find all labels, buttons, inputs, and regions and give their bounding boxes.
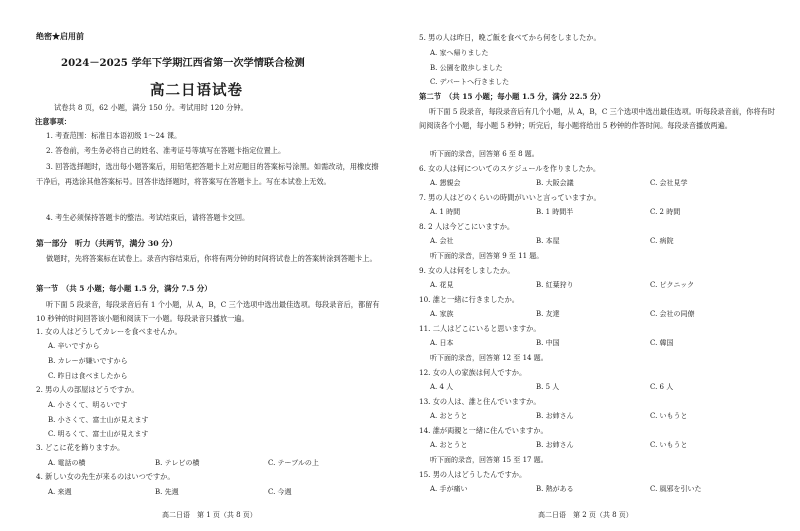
option-c: C. 病院 (650, 237, 674, 245)
notes-heading: 注意事项： (35, 117, 71, 126)
option-c: C. 昨日は食べましたから (48, 372, 128, 380)
option-a: A. 花見 (430, 281, 454, 289)
option-a: A. おとうと (430, 412, 468, 420)
note-item: 4. 考生必须保持答题卡的整洁。考试结束后，请将答题卡交回。 (46, 213, 250, 222)
page-footer: 高二日语 第 1 页（共 8 页） (162, 511, 257, 519)
section1-description: 听下面 5 段录音，每段录音后有 1 个小题，从 A，B，C 三个选项中选出最佳选项。每段录音后，都留有 10 秒钟的时间回答该小题和阅读下一小题。每段录音只播放一遍。 (36, 300, 380, 323)
option-c: C. 会社見学 (650, 179, 688, 187)
question-14: 14. 誰が両親と一緒に住んでいますか。 (419, 426, 548, 435)
option-a: A. 手が痛い (430, 485, 468, 493)
option-a: A. 懇親会 (430, 179, 461, 187)
part1-description: 做题时，先将答案标在试卷上。录音内容结束后，你将有两分钟的时间将试卷上的答案转涂到答题卡上。 (46, 254, 377, 263)
question-2: 2. 男の人の部屋はどうですか。 (36, 385, 139, 394)
question-9: 9. 女の人は何をしましたか。 (419, 266, 515, 275)
option-b: B. テレビの横 (155, 459, 200, 467)
option-c: C. 明るくて、富士山が見えます (48, 430, 149, 438)
recording-instruction: 听下面的录音，回答第 15 至 17 题。 (430, 456, 548, 464)
option-a: A. おとうと (430, 441, 468, 449)
question-11: 11. 二人はどこにいると思いますか。 (419, 324, 541, 333)
question-8: 8. 2 人は今どこにいますか。 (419, 222, 515, 231)
option-c: C. デパートへ行きました (430, 78, 510, 86)
option-a: A. 辛いですから (48, 342, 100, 350)
option-c: C. 韓国 (650, 339, 674, 347)
option-b: B. 熱がある (536, 485, 574, 493)
secret-mark: 绝密★启用前 (36, 31, 84, 41)
option-c: C. ピクニック (650, 281, 695, 289)
option-a: A. 家へ帰りました (430, 49, 489, 57)
option-a: A. 電話の横 (48, 459, 86, 467)
recording-instruction: 听下面的录音，回答第 6 至 8 题。 (430, 150, 539, 158)
subject-title: 高二日语试卷 (150, 82, 243, 99)
option-b: B. 友達 (536, 310, 560, 318)
section2-heading: 第二节 （共 15 小题；每小题 1.5 分，满分 22.5 分） (419, 92, 605, 101)
option-a: A. 家族 (430, 310, 454, 318)
option-b: B. 中国 (536, 339, 560, 347)
page-footer: 高二日语 第 2 页（共 8 页） (538, 511, 633, 519)
option-b: B. お姉さん (536, 441, 574, 449)
option-c: C. いもうと (650, 412, 688, 420)
note-item: 1. 考查范围：标准日本语初级 1～24 课。 (46, 131, 182, 140)
section1-heading: 第一节 （共 5 小题；每小题 1.5 分，满分 7.5 分） (36, 284, 212, 293)
question-10: 10. 誰と一緒に行きましたか。 (419, 295, 519, 304)
question-6: 6. 女の人は何についてのスケジュールを作りましたか。 (419, 164, 601, 173)
option-a: A. 1 時間 (430, 208, 461, 216)
option-c: C. 風邪を引いた (650, 485, 702, 493)
question-7: 7. 男の人はどのくらいの時間がいいと言っていますか。 (419, 193, 601, 202)
question-4: 4. 新しい女の先生が来るのはいつですか。 (36, 472, 175, 481)
option-c: C. 今週 (268, 488, 292, 496)
option-b: B. 大阪会議 (536, 179, 574, 187)
option-a: A. 小さくて、明るいです (48, 401, 128, 409)
question-5: 5. 男の人は昨日，晩ご飯を食べてから何をしましたか。 (419, 33, 601, 42)
option-b: B. 1 時間半 (536, 208, 574, 216)
option-b: B. 公園を散歩しました (430, 64, 503, 72)
option-a: A. 4 人 (430, 383, 454, 391)
question-12: 12. 女の人の家族は何人ですか。 (419, 368, 527, 377)
question-15: 15. 男の人はどうしたんですか。 (419, 470, 527, 479)
option-c: C. 6 人 (650, 383, 674, 391)
option-b: B. 先週 (155, 488, 179, 496)
option-c: C. 会社の同僚 (650, 310, 695, 318)
part1-heading: 第一部分 听力（共两节，满分 30 分） (36, 239, 178, 248)
option-c: C. いもうと (650, 441, 688, 449)
section2-description: 听下面 5 段录音，每段录音后有几个小题，从 A，B，C 三个选项中选出最佳选项。听每段录音前，你将有时间阅读各个小题，每小题 5 秒钟；听完后，每小题将给出 5 秒钟的作答时间。每段录音播放两遍。 (419, 107, 775, 131)
option-a: A. 来週 (48, 488, 72, 496)
question-3: 3. どこに花を飾りますか。 (36, 443, 125, 452)
option-c: C. 2 時間 (650, 208, 681, 216)
option-b: B. 小さくて、富士山が見えます (48, 416, 149, 424)
option-a: A. 会社 (430, 237, 454, 245)
option-b: B. お姉さん (536, 412, 574, 420)
option-b: B. 紅葉狩り (536, 281, 574, 289)
option-b: B. 5 人 (536, 383, 560, 391)
option-b: B. カレーが嫌いですから (48, 357, 128, 365)
note-item: 3. 回答选择题时，选出每小题答案后，用铅笔把答题卡上对应题目的答案标号涂黑。如需改动，用橡皮擦干净后，再选涂其他答案标号。回答非选择题时，将答案写在答题卡上。写在本试卷上无效。 (36, 162, 379, 186)
note-item: 2. 答卷前，考生务必将自己的姓名、准考证号等填写在答题卡指定位置上。 (46, 146, 286, 155)
exam-info: 试卷共 8 页，62 小题，满分 150 分。考试用时 120 分钟。 (54, 103, 248, 112)
recording-instruction: 听下面的录音，回答第 12 至 14 题。 (430, 354, 548, 362)
option-a: A. 日本 (430, 339, 454, 347)
option-b: B. 本屋 (536, 237, 560, 245)
question-13: 13. 女の人は、誰と住んでいますか。 (419, 397, 541, 406)
option-c: C. テーブルの上 (268, 459, 319, 467)
exam-page-2 (400, 0, 800, 531)
question-1: 1. 女の人はどうしてカレーを食べませんか。 (36, 327, 182, 336)
exam-title: 2024－2025 学年下学期江西省第一次学情联合检测 (61, 57, 305, 69)
recording-instruction: 听下面的录音，回答第 9 至 11 题。 (430, 252, 544, 260)
